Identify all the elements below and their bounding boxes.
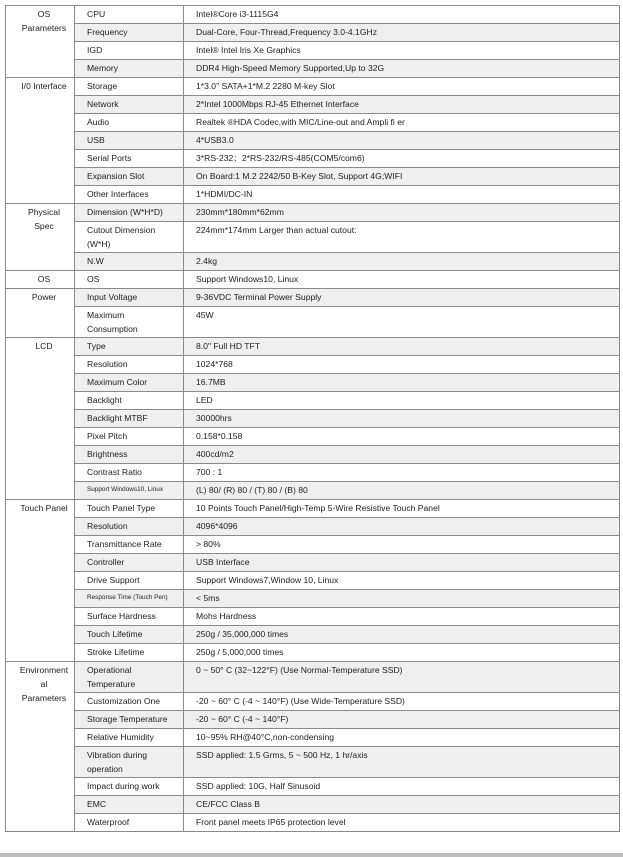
spec-value: 8.0" Full HD TFT bbox=[184, 338, 620, 356]
spec-label: Brightness bbox=[75, 446, 184, 464]
spec-row-resolution bbox=[6, 518, 620, 536]
spec-row-dimension-w-h-d bbox=[6, 204, 620, 222]
spec-row-controller bbox=[6, 554, 620, 572]
spec-label: Frequency bbox=[75, 24, 184, 42]
spec-value: 1024*768 bbox=[184, 356, 620, 374]
spec-label: Impact during work bbox=[75, 778, 184, 796]
spec-label: Type bbox=[75, 338, 184, 356]
spec-value: SSD applied: 10G, Half Sinusoid bbox=[184, 778, 620, 796]
spec-value: 4*USB3.0 bbox=[184, 132, 620, 150]
spec-label: Drive Support bbox=[75, 572, 184, 590]
group-label-touch-panel: Touch Panel bbox=[6, 500, 75, 662]
spec-row-brightness bbox=[6, 446, 620, 464]
spec-row-impact-during-work bbox=[6, 778, 620, 796]
spec-value: 16.7MB bbox=[184, 374, 620, 392]
spec-row-n-w bbox=[6, 253, 620, 271]
spec-row-serial-ports bbox=[6, 150, 620, 168]
spec-label: Touch Panel Type bbox=[75, 500, 184, 518]
spec-value: 2*Intel 1000Mbps RJ-45 Ethernet Interface bbox=[184, 96, 620, 114]
spec-value: 0.158*0.158 bbox=[184, 428, 620, 446]
spec-label: USB bbox=[75, 132, 184, 150]
spec-value: SSD applied: 1.5 Grms, 5 ~ 500 Hz, 1 hr/axis bbox=[184, 747, 620, 778]
group-label-os-parameters: OS Parameters bbox=[6, 6, 75, 78]
spec-label: Backlight bbox=[75, 392, 184, 410]
spec-row-other-interfaces bbox=[6, 186, 620, 204]
spec-value: 10 Points Touch Panel/High-Temp 5-Wire Resistive Touch Panel bbox=[184, 500, 620, 518]
spec-row-expansion-slot bbox=[6, 168, 620, 186]
spec-table bbox=[5, 5, 620, 832]
spec-label: Resolution bbox=[75, 518, 184, 536]
spec-label: Support Windows10, Linux bbox=[75, 482, 184, 500]
spec-value: 1*HDMI/DC-IN bbox=[184, 186, 620, 204]
spec-row-transmittance-rate bbox=[6, 536, 620, 554]
spec-value: USB Interface bbox=[184, 554, 620, 572]
spec-label: OS bbox=[75, 271, 184, 289]
spec-value: Dual-Core, Four-Thread,Frequency 3.0-4.1GHz bbox=[184, 24, 620, 42]
spec-row-emc bbox=[6, 796, 620, 814]
spec-value: 250g / 35,000,000 times bbox=[184, 626, 620, 644]
spec-row-response-time-touch-pen bbox=[6, 590, 620, 608]
spec-label: Backlight MTBF bbox=[75, 410, 184, 428]
spec-label: Resolution bbox=[75, 356, 184, 374]
spec-label: Relative Humidity bbox=[75, 729, 184, 747]
spec-value: 4096*4096 bbox=[184, 518, 620, 536]
spec-row-cpu bbox=[6, 6, 620, 24]
spec-value: 700 : 1 bbox=[184, 464, 620, 482]
spec-value: 45W bbox=[184, 307, 620, 338]
spec-row-audio bbox=[6, 114, 620, 132]
spec-label: Controller bbox=[75, 554, 184, 572]
spec-value: Front panel meets IP65 protection level bbox=[184, 814, 620, 832]
spec-value: 30000hrs bbox=[184, 410, 620, 428]
spec-label: Storage bbox=[75, 78, 184, 96]
spec-label: Waterproof bbox=[75, 814, 184, 832]
group-label-power: Power bbox=[6, 289, 75, 338]
spec-label: Touch Lifetime bbox=[75, 626, 184, 644]
spec-row-maximum-consumption bbox=[6, 307, 620, 338]
group-label-physical-spec: Physical Spec bbox=[6, 204, 75, 271]
spec-row-network bbox=[6, 96, 620, 114]
spec-label: Maximum Consumption bbox=[75, 307, 184, 338]
spec-value: (L) 80/ (R) 80 / (T) 80 / (B) 80 bbox=[184, 482, 620, 500]
spec-label: Contrast Ratio bbox=[75, 464, 184, 482]
spec-label: EMC bbox=[75, 796, 184, 814]
spec-value: 400cd/m2 bbox=[184, 446, 620, 464]
spec-label: Storage Temperature bbox=[75, 711, 184, 729]
spec-row-backlight bbox=[6, 392, 620, 410]
spec-row-memory bbox=[6, 60, 620, 78]
spec-label: Network bbox=[75, 96, 184, 114]
spec-value: Intel® Intel Iris Xe Graphics bbox=[184, 42, 620, 60]
spec-value: LED bbox=[184, 392, 620, 410]
spec-label: N.W bbox=[75, 253, 184, 271]
spec-value: Support Windows10, Linux bbox=[184, 271, 620, 289]
spec-label: Dimension (W*H*D) bbox=[75, 204, 184, 222]
spec-row-support-windows10-linux bbox=[6, 482, 620, 500]
spec-row-drive-support bbox=[6, 572, 620, 590]
spec-row-storage bbox=[6, 78, 620, 96]
spec-row-waterproof bbox=[6, 814, 620, 832]
spec-label: Expansion Slot bbox=[75, 168, 184, 186]
spec-value: 2.4kg bbox=[184, 253, 620, 271]
spec-row-operational-temperature bbox=[6, 662, 620, 693]
spec-value: < 5ms bbox=[184, 590, 620, 608]
spec-value: Mohs Hardness bbox=[184, 608, 620, 626]
spec-value: 0 ~ 50° C (32~122°F) (Use Normal-Temperature SSD) bbox=[184, 662, 620, 693]
spec-label: CPU bbox=[75, 6, 184, 24]
spec-label: Audio bbox=[75, 114, 184, 132]
spec-row-os bbox=[6, 271, 620, 289]
spec-label: Other Interfaces bbox=[75, 186, 184, 204]
spec-table-body bbox=[6, 6, 620, 832]
group-label-lcd: LCD bbox=[6, 338, 75, 500]
spec-label: Input Voltage bbox=[75, 289, 184, 307]
spec-row-resolution bbox=[6, 356, 620, 374]
spec-row-igd bbox=[6, 42, 620, 60]
spec-label: Customization One bbox=[75, 693, 184, 711]
spec-label: Transmittance Rate bbox=[75, 536, 184, 554]
spec-row-frequency bbox=[6, 24, 620, 42]
spec-value: CE/FCC Class B bbox=[184, 796, 620, 814]
spec-row-touch-lifetime bbox=[6, 626, 620, 644]
spec-label: Maximum Color bbox=[75, 374, 184, 392]
spec-row-usb bbox=[6, 132, 620, 150]
spec-label: IGD bbox=[75, 42, 184, 60]
spec-row-storage-temperature bbox=[6, 711, 620, 729]
spec-row-relative-humidity bbox=[6, 729, 620, 747]
spec-row-vibration-during-operation bbox=[6, 747, 620, 778]
spec-value: > 80% bbox=[184, 536, 620, 554]
group-label-environment-al-parameters: Environment al Parameters bbox=[6, 662, 75, 832]
spec-label: Pixel Pitch bbox=[75, 428, 184, 446]
spec-value: Intel®Core i3-1115G4 bbox=[184, 6, 620, 24]
bottom-divider bbox=[0, 853, 623, 857]
spec-row-pixel-pitch bbox=[6, 428, 620, 446]
spec-row-type bbox=[6, 338, 620, 356]
spec-label: Vibration during operation bbox=[75, 747, 184, 778]
spec-label: Stroke Lifetime bbox=[75, 644, 184, 662]
spec-value: 9-36VDC Terminal Power Supply bbox=[184, 289, 620, 307]
spec-value: -20 ~ 60° C (-4 ~ 140°F) (Use Wide-Temperature SSD) bbox=[184, 693, 620, 711]
spec-value: 10~95% RH@40°C,non-condensing bbox=[184, 729, 620, 747]
spec-value: 224mm*174mm Larger than actual cutout: bbox=[184, 222, 620, 253]
spec-value: 230mm*180mm*62mm bbox=[184, 204, 620, 222]
spec-value: -20 ~ 60° C (-4 ~ 140°F) bbox=[184, 711, 620, 729]
group-label-os: OS bbox=[6, 271, 75, 289]
spec-value: DDR4 High-Speed Memory Supported,Up to 32G bbox=[184, 60, 620, 78]
spec-value: 3*RS-232；2*RS-232/RS-485(COM5/com6) bbox=[184, 150, 620, 168]
spec-label: Memory bbox=[75, 60, 184, 78]
spec-label: Response Time (Touch Pen) bbox=[75, 590, 184, 608]
spec-value: On Board:1 M.2 2242/50 B-Key Slot, Support 4G;WIFI bbox=[184, 168, 620, 186]
spec-row-contrast-ratio bbox=[6, 464, 620, 482]
spec-row-cutout-dimension-w-h bbox=[6, 222, 620, 253]
spec-label: Surface Hardness bbox=[75, 608, 184, 626]
spec-row-touch-panel-type bbox=[6, 500, 620, 518]
spec-value: 1*3.0" SATA+1*M.2 2280 M-key Slot bbox=[184, 78, 620, 96]
spec-row-stroke-lifetime bbox=[6, 644, 620, 662]
spec-label: Cutout Dimension (W*H) bbox=[75, 222, 184, 253]
spec-value: Support Windows7,Window 10, Linux bbox=[184, 572, 620, 590]
spec-row-maximum-color bbox=[6, 374, 620, 392]
spec-row-input-voltage bbox=[6, 289, 620, 307]
spec-row-backlight-mtbf bbox=[6, 410, 620, 428]
spec-label: Serial Ports bbox=[75, 150, 184, 168]
spec-row-surface-hardness bbox=[6, 608, 620, 626]
spec-label: Operational Temperature bbox=[75, 662, 184, 693]
spec-value: 250g / 5,000,000 times bbox=[184, 644, 620, 662]
spec-value: Realtek ®HDA Codec,with MIC/Line-out and Ampli fi er bbox=[184, 114, 620, 132]
group-label-i-0-interface: I/0 Interface bbox=[6, 78, 75, 204]
spec-row-customization-one bbox=[6, 693, 620, 711]
